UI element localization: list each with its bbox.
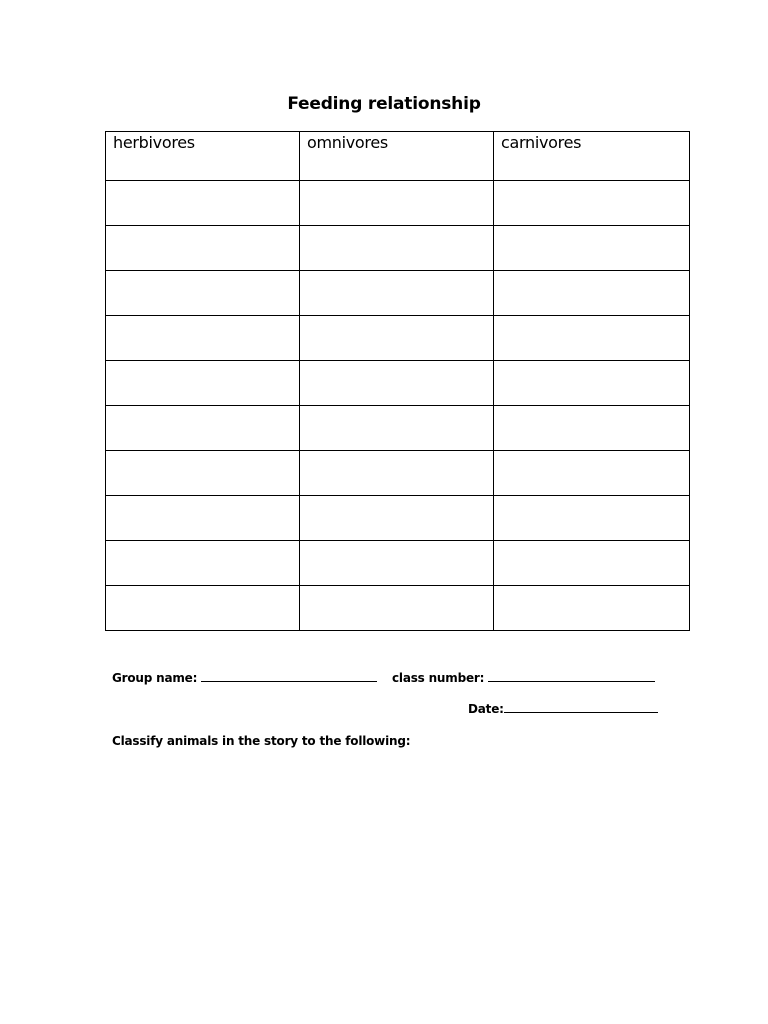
column-header-carnivores: carnivores [494,132,690,181]
feeding-table [105,131,690,631]
column-header-herbivores: herbivores [106,132,300,181]
table-cell[interactable] [494,586,690,631]
column-header-omnivores: omnivores [300,132,494,181]
table-cell[interactable] [106,316,300,361]
table-cell[interactable] [494,496,690,541]
table-cell[interactable] [300,271,494,316]
table-row [106,586,690,631]
table-row [106,226,690,271]
table-row [106,316,690,361]
table-cell[interactable] [106,406,300,451]
table-header-row [106,132,690,181]
class-number-label: class number: [392,671,485,685]
table-cell[interactable] [106,586,300,631]
table-cell[interactable] [300,226,494,271]
date-blank[interactable] [504,700,658,713]
group-name-label: Group name: [112,671,198,685]
table-cell[interactable] [106,451,300,496]
page-title: Feeding relationship [287,94,481,114]
table-cell[interactable] [300,541,494,586]
table-row [106,361,690,406]
table-cell[interactable] [106,361,300,406]
group-name-field [112,669,377,686]
table-cell[interactable] [494,316,690,361]
table-cell[interactable] [106,541,300,586]
table-cell[interactable] [494,541,690,586]
table-row [106,541,690,586]
class-number-blank[interactable] [488,669,655,682]
table-row [106,271,690,316]
date-field [468,700,658,717]
table-row [106,451,690,496]
table-cell[interactable] [494,361,690,406]
table-cell[interactable] [494,406,690,451]
table-cell[interactable] [106,226,300,271]
class-number-field [392,669,655,686]
table-cell[interactable] [106,271,300,316]
table-row [106,406,690,451]
table-cell[interactable] [300,451,494,496]
table-cell[interactable] [494,181,690,226]
table-cell[interactable] [300,361,494,406]
table-cell[interactable] [494,226,690,271]
table-cell[interactable] [494,271,690,316]
table-row [106,181,690,226]
table-body [106,181,690,631]
date-label: Date: [468,702,504,716]
table-cell[interactable] [300,181,494,226]
table-cell[interactable] [106,181,300,226]
table-cell[interactable] [106,496,300,541]
table-cell[interactable] [494,451,690,496]
table-row [106,496,690,541]
instruction-text: Classify animals in the story to the following: [112,734,411,748]
table-cell[interactable] [300,406,494,451]
table-cell[interactable] [300,496,494,541]
group-name-blank[interactable] [201,669,377,682]
table-cell[interactable] [300,316,494,361]
table-cell[interactable] [300,586,494,631]
